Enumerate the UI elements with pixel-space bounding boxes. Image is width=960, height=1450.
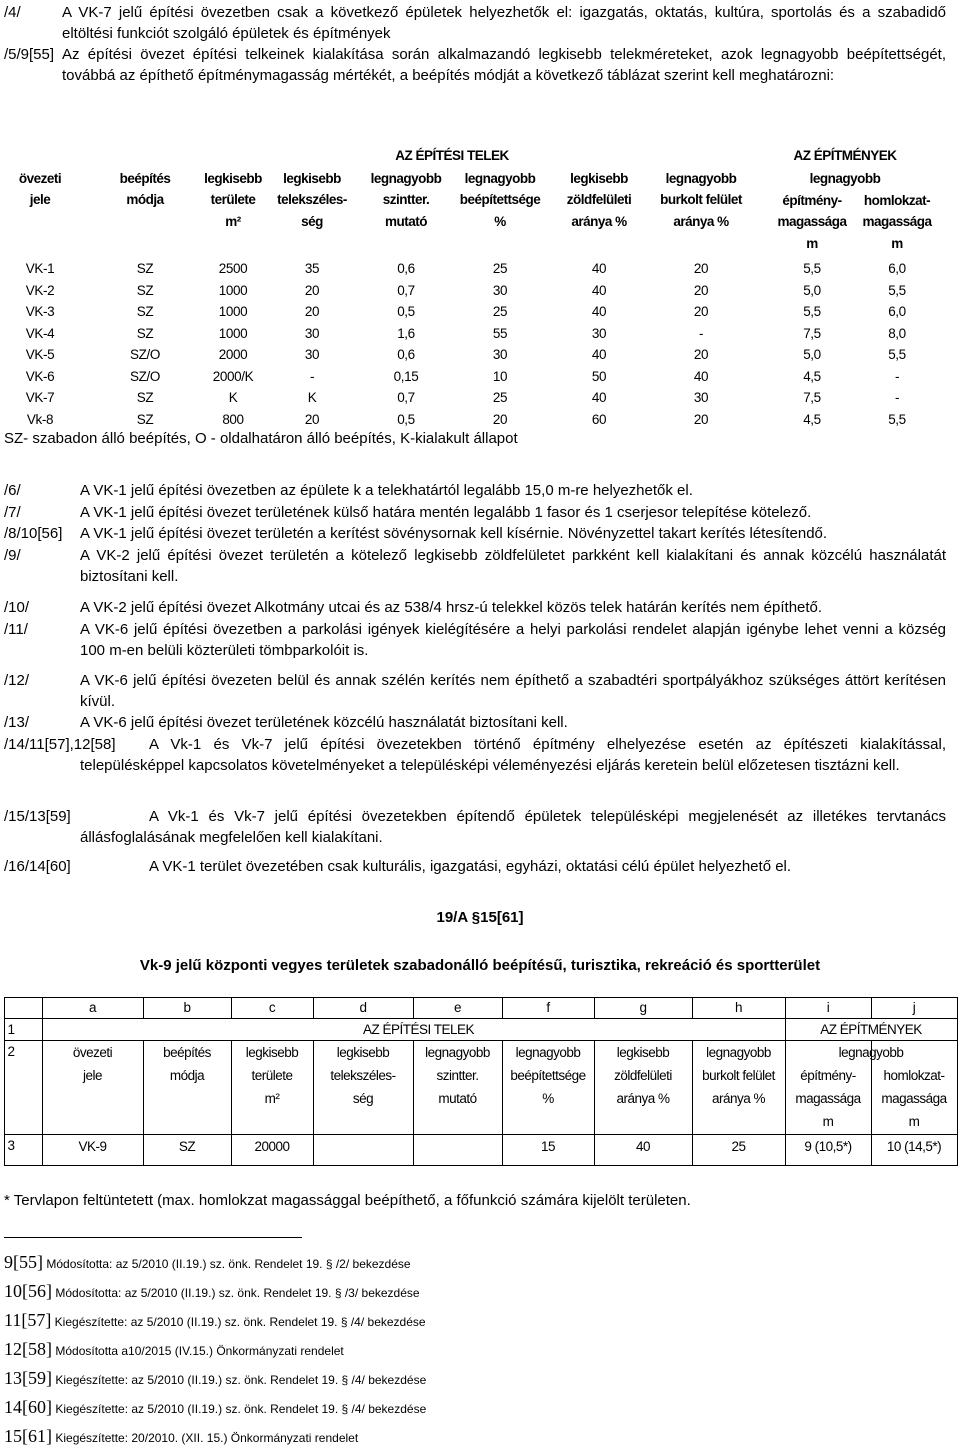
column-header: építmény- [782, 193, 842, 208]
column-header: m [822, 1114, 834, 1129]
table-cell: - [309, 368, 315, 384]
column-header: aránya % [616, 1091, 670, 1106]
table-rule [4, 1165, 958, 1166]
table-cell: 2000/K [212, 368, 254, 384]
table-cell: 6,0 [888, 304, 906, 319]
column-header: burkolt felület [702, 1068, 775, 1083]
column-letter: h [734, 1000, 742, 1015]
paragraph [4, 856, 946, 877]
column-header: magassága [881, 1091, 947, 1106]
table-cell: 40 [591, 304, 607, 319]
row-number: 1 [7, 1022, 15, 1037]
paragraph-number: /12/ [4, 672, 30, 689]
column-letter: j [912, 1000, 916, 1015]
column-header: m [806, 236, 818, 251]
paragraph-text: A VK-1 jelű építési övezetben az épülete k a telekhatártól legalább 15,0 m-re helyezhetők el. [80, 482, 693, 499]
table-cell: 8,0 [888, 325, 906, 341]
table-cell: 7,5 [803, 390, 821, 405]
column-header: zöldfelületi [566, 192, 632, 207]
footnote [4, 1281, 420, 1302]
column-header: módja [126, 192, 164, 207]
table-cell: 1,6 [397, 325, 415, 341]
column-header: m [891, 236, 903, 251]
table-cell: 40 [635, 1139, 651, 1154]
table-cell: 25 [492, 390, 508, 405]
paragraph-number: /9/ [4, 547, 21, 564]
table-cell: 40 [591, 347, 607, 362]
column-header: aránya % [673, 214, 729, 229]
table-cell: SZ [136, 304, 154, 319]
column-letter: g [639, 1000, 647, 1015]
paragraph-number: /4/ [4, 4, 21, 21]
table-cell: 4,5 [803, 368, 821, 384]
table-cell: - [894, 368, 900, 384]
table-cell: 5,5 [888, 411, 906, 427]
table-rule [957, 997, 958, 1166]
table-cell: 40 [591, 261, 607, 276]
footnote-text: Kiegészítette: 20/2010. (XII. 15.) Önkormányzati rendelet [55, 1431, 359, 1445]
paragraph [4, 619, 946, 661]
table-cell: 5,5 [803, 304, 821, 319]
column-header: legkisebb [283, 171, 341, 186]
table-cell: VK-1 [25, 261, 55, 276]
table-cell: 25 [492, 261, 508, 276]
table-cell: 4,5 [803, 411, 821, 427]
header-legnagyobb: legnagyobb [809, 171, 881, 186]
table-cell: 20 [304, 411, 320, 427]
column-header: mutató [438, 1091, 477, 1106]
table-cell: VK-7 [25, 390, 55, 405]
row-number: 2 [7, 1044, 15, 1059]
table-cell: 2000 [218, 347, 248, 362]
footnote-text: Módosította a10/2015 (IV.15.) Önkormányzati rendelet [55, 1344, 344, 1358]
table-cell: 20 [304, 282, 320, 298]
paragraph-text: A VK-1 jelű építési övezet területének külső határa mentén legalább 1 fasor és 1 cserjesor telepítése kötelező. [80, 504, 812, 521]
column-letter: i [826, 1000, 830, 1015]
paragraph-text: A VK-7 jelű építési övezetben csak a következő épületek helyezhetők el: igazgatás, oktatás, kultúra, sportolás és a szabadidő eltöltési funkciót szolgáló épületek és építmények [62, 4, 946, 42]
table-cell: 5,5 [803, 261, 821, 276]
table-cell: 0,6 [397, 347, 415, 362]
table-cell: 1000 [218, 282, 248, 298]
column-header: telekszéles- [277, 192, 347, 207]
paragraph-text: A Vk-1 és Vk-7 jelű építési övezetekben történő építmény elhelyezése esetén az építészeti kialakítással, településképpel kapcsolatos követelményeket a településképi véleményezési eljárás keretein belül előzetesen tisztázni kell. [80, 736, 946, 774]
column-header: ség [352, 1091, 374, 1106]
column-header: legkisebb [245, 1045, 299, 1060]
footnote-separator [4, 1237, 302, 1238]
table-cell: 5,0 [803, 282, 821, 298]
table-cell: K [307, 390, 317, 405]
column-header: legkisebb [570, 171, 628, 186]
paragraph-number: /14/11[57],12[58] [4, 736, 116, 753]
table-cell: 20 [693, 304, 709, 319]
footnote [4, 1426, 358, 1447]
footnote [4, 1397, 426, 1418]
footnote-number: 11[57] [4, 1310, 52, 1330]
table-cell: 7,5 [803, 325, 821, 341]
footnote [4, 1252, 411, 1273]
table-cell: 15 [540, 1139, 556, 1154]
zoning-table-vk9 [4, 997, 958, 1166]
paragraph-number: /15/13[59] [4, 808, 71, 825]
table-cell: Vk-8 [26, 411, 54, 427]
column-header: burkolt felület [660, 192, 742, 207]
table-cell: 40 [591, 390, 607, 405]
column-letter: b [183, 1000, 191, 1015]
paragraph-number: /16/14[60] [4, 858, 71, 875]
table-cell: 60 [591, 411, 607, 427]
column-header: legnagyobb [665, 171, 737, 186]
table-cell: 2500 [218, 261, 248, 276]
table-cell: VK-6 [25, 368, 55, 384]
table-cell: 30 [693, 390, 709, 405]
column-header: legnagyobb [706, 1045, 771, 1060]
paragraph-text: A VK-1 terület övezetében csak kulturális, igazgatási, egyházi, oktatási célú épület helyezhető el. [149, 858, 792, 875]
group-header-epitmenyek: AZ ÉPÍTMÉNYEK [793, 148, 897, 163]
table-cell: 30 [591, 325, 607, 341]
paragraph-text: A VK-2 jelű építési övezet területén a kötelező legkisebb zöldfelületet parkként kell kialakítani és annak közcélú használatát biztosítani kell. [80, 547, 946, 585]
column-header: aránya % [711, 1091, 766, 1106]
table-cell: SZ [178, 1139, 196, 1154]
header-legnagyobb: legnagyobb [838, 1045, 904, 1060]
footnote [4, 1339, 344, 1360]
table-cell: 30 [304, 347, 320, 362]
footnote-number: 12[58] [4, 1339, 52, 1359]
table-cell: SZ [136, 390, 154, 405]
table-cell: 0,15 [393, 368, 419, 384]
paragraph-number: /11/ [4, 621, 28, 638]
group-header-epitmenyek: AZ ÉPÍTMÉNYEK [820, 1022, 922, 1037]
table-cell: VK-3 [25, 304, 55, 319]
paragraph-text: A VK-2 jelű építési övezet Alkotmány utcai és az 538/4 hrsz-ú telekkel közös telek határán kerítés nem építhető. [80, 599, 823, 616]
column-header: övezeti [18, 171, 62, 186]
table-cell: 20 [492, 411, 508, 427]
footnote-number: 9[55] [4, 1252, 43, 1272]
footnote-text: Kiegészítette: az 5/2010 (II.19.) sz. önk. Rendelet 19. § /4/ bekezdése [54, 1315, 426, 1329]
table-cell: VK-4 [25, 325, 55, 341]
column-header: % [494, 214, 506, 229]
column-header: homlokzat- [863, 193, 931, 208]
table-cell: K [228, 390, 238, 405]
paragraph [4, 670, 946, 712]
table-cell: 0,7 [397, 390, 415, 405]
column-header: beépítettsége [510, 1068, 586, 1083]
paragraph [4, 597, 946, 618]
table-cell: VK-5 [25, 347, 55, 362]
column-header: legnagyobb [464, 171, 536, 186]
table-cell: 30 [304, 325, 320, 341]
table-cell: 25 [731, 1139, 746, 1154]
table-cell: - [698, 325, 704, 341]
paragraph-number: /13/ [4, 714, 30, 731]
column-header: magassága [795, 1091, 861, 1106]
footnote-number: 10[56] [4, 1281, 52, 1301]
column-header: magassága [862, 214, 932, 229]
column-header: szintter. [436, 1068, 479, 1083]
column-header: legnagyobb [425, 1045, 490, 1060]
table-cell: 55 [492, 325, 508, 341]
table-cell: 30 [492, 347, 508, 362]
table-cell: 800 [222, 411, 244, 427]
column-header: módja [169, 1068, 205, 1083]
footnote-text: Módosította: az 5/2010 (II.19.) sz. önk. Rendelet 19. § /2/ bekezdése [46, 1257, 411, 1271]
column-header: legkisebb [616, 1045, 670, 1060]
table-cell: 5,5 [888, 347, 906, 362]
footnote-text: Módosította: az 5/2010 (II.19.) sz. önk. Rendelet 19. § /3/ bekezdése [55, 1286, 420, 1300]
column-header: beépítettsége [459, 192, 541, 207]
paragraph-text: A VK-1 jelű építési övezet területén a kerítést sövénysornak kell kísérnie. Növényzettel takart kerítés létesítendő. [80, 525, 828, 542]
column-header: legkisebb [204, 171, 262, 186]
table-cell: 10 [492, 368, 508, 384]
table-legend-note: SZ- szabadon álló beépítés, O - oldalhatáron álló beépítés, K-kialakult állapot [4, 430, 518, 447]
column-header: % [542, 1091, 554, 1106]
paragraph [4, 712, 946, 733]
table-cell: 25 [492, 304, 508, 319]
table-cell: 40 [693, 368, 709, 384]
paragraph [4, 523, 946, 544]
column-header: mutató [385, 214, 427, 229]
table-cell: 40 [591, 282, 607, 298]
table-cell: - [894, 390, 900, 405]
table-cell: 20 [693, 261, 709, 276]
column-header: területe [251, 1068, 293, 1083]
column-header: legnagyobb [370, 171, 442, 186]
column-letter: f [546, 1000, 550, 1015]
table-cell: SZ/O [130, 368, 160, 384]
section-title: 19/A §15[61] [436, 909, 524, 926]
table-cell: 50 [591, 368, 607, 384]
table-cell: 20 [304, 304, 320, 319]
paragraph-text: A VK-6 jelű építési övezetben a parkolási igények kielégítésére a helyi parkolási rendelet alapján igénybe lehet venni a község 100 m-en belüli közterületi tömbparkolóit is. [80, 621, 946, 659]
paragraph [4, 806, 946, 848]
table-cell: 1000 [218, 325, 248, 341]
paragraph-number: /10/ [4, 599, 30, 616]
footnote-number: 15[61] [4, 1426, 52, 1446]
paragraph-text: A Vk-1 és Vk-7 jelű építési övezetekben építendő épületek településképi megjelenését az illetékes tervtanács állásfoglalásának megfelelően kell kialakítani. [80, 808, 946, 846]
table-cell: SZ/O [130, 347, 160, 362]
table-cell: 10 (14,5*) [886, 1139, 942, 1154]
paragraph-4 [4, 2, 946, 44]
paragraph [4, 545, 946, 587]
table-cell: 20 [693, 282, 709, 298]
table-cell: 1000 [218, 304, 248, 319]
table-cell: 0,7 [397, 282, 415, 298]
asterisk-note: * Tervlapon feltüntetett (max. homlokzat magassággal beépíthető, a főfunkció számára kijelölt területen. [4, 1192, 691, 1209]
paragraph-5 [4, 44, 946, 86]
column-letter: e [453, 1000, 461, 1015]
table-cell: SZ [136, 282, 154, 298]
column-header: m [908, 1114, 920, 1129]
paragraph [4, 502, 946, 523]
column-header: magassága [777, 214, 847, 229]
column-header: ség [301, 214, 323, 229]
paragraph [4, 480, 946, 501]
table-rule [4, 1040, 958, 1041]
column-header: zöldfelületi [614, 1068, 672, 1083]
column-header: homlokzat- [883, 1068, 945, 1083]
column-header: övezeti [72, 1045, 113, 1060]
paragraph-text: A VK-6 jelű építési övezeten belül és annak szélén kerítés nem építhető a szabadtéri sportpályákhoz szükséges áttört kerítésen kívül. [80, 672, 946, 710]
paragraph-text: Az építési övezet építési telkeinek kialakítása során alkalmazandó legkisebb telekméreteket, azok legnagyobb beépítettségét, továbbá az építhető építménymagasság mértékét, a beépítés módját a következő táblázat szerint kell meghatározni: [62, 46, 946, 84]
section-subtitle: Vk-9 jelű központi vegyes területek szabadonálló beépítésű, turisztika, rekreáció és sportterület [139, 957, 821, 974]
column-letter: a [88, 1000, 96, 1015]
table-cell: 20 [693, 347, 709, 362]
footnote [4, 1310, 426, 1331]
column-header: m² [225, 214, 241, 229]
group-header-telek: AZ ÉPÍTÉSI TELEK [395, 148, 509, 163]
table-cell: SZ [136, 325, 154, 341]
column-header: szintter. [382, 192, 430, 207]
column-header: m² [264, 1091, 280, 1106]
table-cell: 20 [693, 411, 709, 427]
footnote-number: 13[59] [4, 1368, 52, 1388]
table-cell: SZ [136, 411, 154, 427]
paragraph-text: A VK-6 jelű építési övezet területének közcélú használatát biztosítani kell. [80, 714, 568, 731]
footnote [4, 1368, 426, 1389]
table-cell: 0,5 [397, 411, 415, 427]
column-header: beépítés [163, 1045, 211, 1060]
paragraph-number: /6/ [4, 482, 21, 499]
table-cell: 0,6 [397, 261, 415, 276]
table-cell: 6,0 [888, 261, 906, 276]
table-cell: SZ [136, 261, 154, 276]
table-cell: 0,5 [397, 304, 415, 319]
column-header: beépítés [119, 171, 171, 186]
column-header: legnagyobb [515, 1045, 581, 1060]
group-header-telek: AZ ÉPÍTÉSI TELEK [362, 1022, 475, 1037]
column-header: aránya % [571, 214, 627, 229]
column-header: telekszéles- [330, 1068, 396, 1083]
table-cell: 5,0 [803, 347, 821, 362]
paragraph-number: /8/10[56] [4, 525, 63, 542]
table-cell: 9 (10,5*) [804, 1139, 852, 1154]
column-header: jele [29, 192, 51, 207]
paragraph-number: /7/ [4, 504, 21, 521]
footnote-text: Kiegészítette: az 5/2010 (II.19.) sz. önk. Rendelet 19. § /4/ bekezdése [55, 1402, 427, 1416]
row-number: 3 [7, 1138, 15, 1153]
paragraph [4, 734, 946, 776]
column-letter: c [268, 1000, 276, 1015]
table-cell: VK-9 [78, 1139, 107, 1154]
footnote-text: Kiegészítette: az 5/2010 (II.19.) sz. önk. Rendelet 19. § /4/ bekezdése [55, 1373, 427, 1387]
table-cell: 30 [492, 282, 508, 298]
table-rule [4, 1134, 958, 1135]
table-cell: 5,5 [888, 282, 906, 298]
table-cell: VK-2 [25, 282, 55, 298]
table-cell: 20000 [254, 1139, 290, 1154]
footnote-number: 14[60] [4, 1397, 52, 1417]
column-header: építmény- [800, 1068, 856, 1083]
column-header: területe [210, 192, 256, 207]
column-header: jele [82, 1068, 102, 1083]
column-header: legkisebb [336, 1045, 390, 1060]
table-cell: 35 [304, 261, 320, 276]
paragraph-number: /5/9[55] [4, 46, 55, 63]
column-letter: d [359, 1000, 367, 1015]
